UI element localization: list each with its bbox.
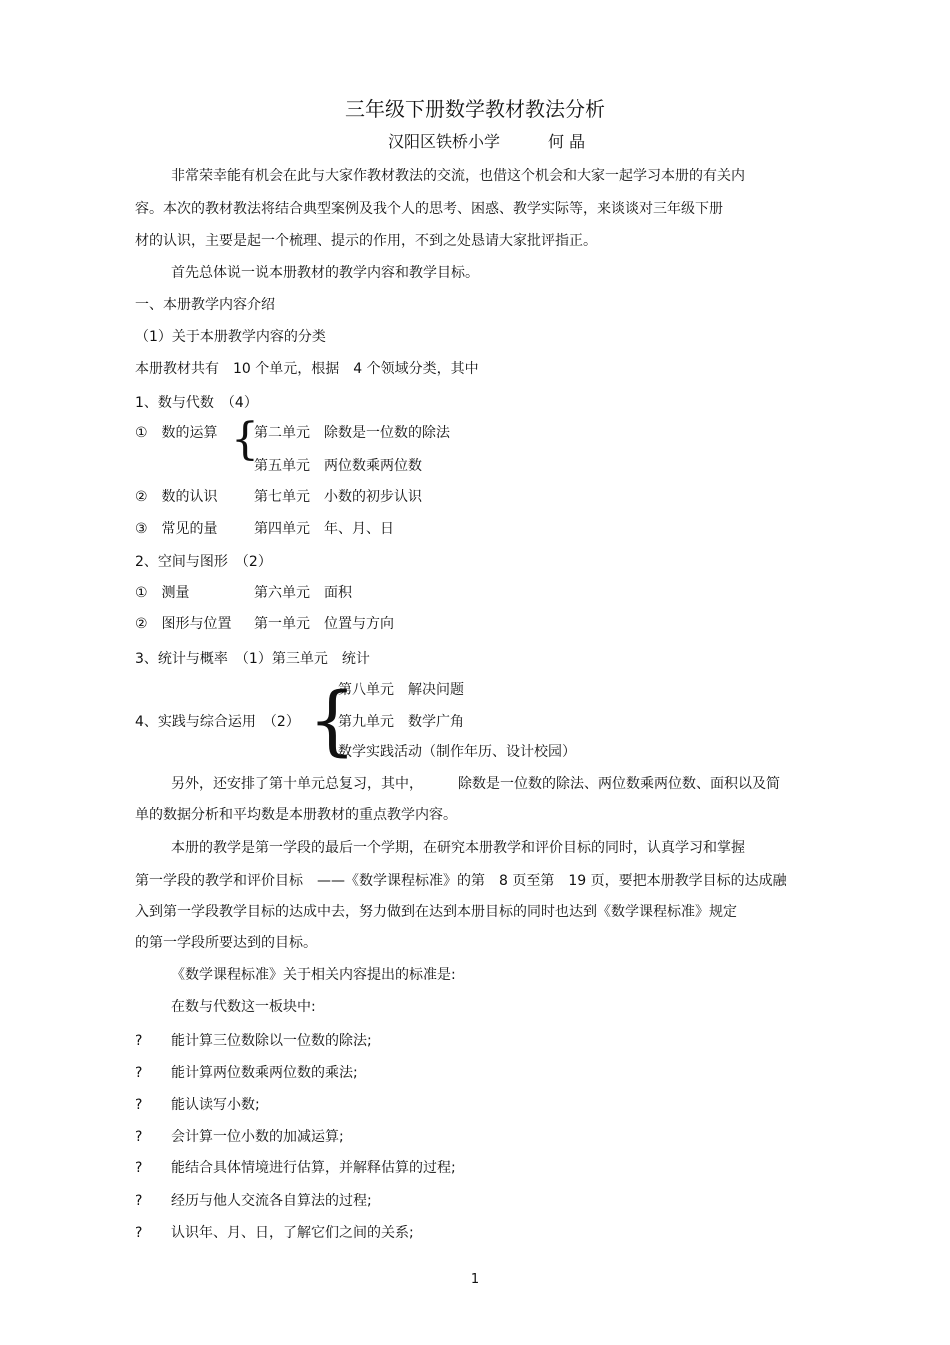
- category-label: ② 数的认识: [135, 489, 218, 505]
- author-name: 何 晶: [548, 132, 586, 151]
- unit-entry: 第二单元 除数是一位数的除法: [254, 425, 450, 441]
- intro-line: 非常荣幸能有机会在此与大家作教材教法的交流，也借这个机会和大家一起学习本册的有关内: [171, 168, 745, 184]
- paragraph-line: 的第一学段所要达到的目标。: [135, 935, 317, 951]
- unit-entry: 第八单元 解决问题: [338, 682, 464, 698]
- document-title: 三年级下册数学教材教法分析: [345, 97, 605, 121]
- subsection-heading: （1）关于本册教学内容的分类: [135, 329, 326, 345]
- unit-entry: 第七单元 小数的初步认识: [254, 489, 422, 505]
- brace-icon: {: [231, 414, 259, 465]
- list-item: 能结合具体情境进行估算，并解释估算的过程;: [171, 1160, 456, 1176]
- list-item: 认识年、月、日，了解它们之间的关系;: [171, 1225, 414, 1241]
- paragraph-line: 《数学课程标准》关于相关内容提出的标准是:: [171, 967, 456, 983]
- domain-heading: 4、实践与综合运用 （2）: [135, 714, 300, 730]
- bullet-marker-icon: ?: [135, 1129, 143, 1145]
- list-item: 会计算一位小数的加减运算;: [171, 1129, 344, 1145]
- bullet-marker-icon: ?: [135, 1033, 143, 1049]
- list-item: 经历与他人交流各自算法的过程;: [171, 1193, 372, 1209]
- brace-icon: {: [308, 675, 357, 764]
- category-label: ② 图形与位置: [135, 616, 232, 632]
- unit-entry: 第四单元 年、月、日: [254, 521, 394, 537]
- bullet-marker-icon: ?: [135, 1225, 143, 1241]
- unit-entry: 第五单元 两位数乘两位数: [254, 458, 422, 474]
- paragraph-line: 本册的教学是第一学段的最后一个学期，在研究本册教学和评价目标的同时，认真学习和掌握: [171, 840, 745, 856]
- paragraph-line: 入到第一学段教学目标的达成中去，努力做到在达到本册目标的同时也达到《数学课程标准》规定: [135, 904, 737, 920]
- category-label: ③ 常见的量: [135, 521, 218, 537]
- section-heading: 一、本册教学内容介绍: [135, 297, 275, 313]
- unit-entry: 第九单元 数学广角: [338, 714, 464, 730]
- domain-heading: 3、统计与概率 （1）第三单元 统计: [135, 651, 370, 667]
- bullet-marker-icon: ?: [135, 1065, 143, 1081]
- intro-line: 材的认识，主要是起一个梳理、提示的作用，不到之处恳请大家批评指正。: [135, 233, 597, 249]
- list-item: 能计算三位数除以一位数的除法;: [171, 1033, 372, 1049]
- domain-heading: 1、数与代数 （4）: [135, 395, 258, 411]
- category-label: ① 数的运算: [135, 425, 218, 441]
- page-number: 1: [470, 1272, 480, 1287]
- author-line: [388, 132, 585, 152]
- list-item: 能认读写小数;: [171, 1097, 260, 1113]
- paragraph-line: 单的数据分析和平均数是本册教材的重点教学内容。: [135, 807, 457, 823]
- paragraph-line: 第一学段的教学和评价目标 ——《数学课程标准》的第 8 页至第 19 页，要把本册教学目标的达成融: [135, 873, 787, 889]
- category-label: ① 测量: [135, 585, 190, 601]
- unit-entry: 第六单元 面积: [254, 585, 352, 601]
- paragraph-line: 在数与代数这一板块中:: [171, 999, 316, 1015]
- list-item: 能计算两位数乘两位数的乘法;: [171, 1065, 358, 1081]
- paragraph-line: 另外，还安排了第十单元总复习，其中， 除数是一位数的除法、两位数乘两位数、面积以及简: [171, 776, 780, 792]
- overview-paragraph: 首先总体说一说本册教材的教学内容和教学目标。: [171, 265, 479, 281]
- bullet-marker-icon: ?: [135, 1160, 143, 1176]
- domain-heading: 2、空间与图形 （2）: [135, 554, 272, 570]
- unit-entry: 第一单元 位置与方向: [254, 616, 394, 632]
- author-school: 汉阳区铁桥小学: [388, 132, 501, 151]
- intro-line: 容。本次的教材教法将结合典型案例及我个人的思考、困惑、教学实际等，来谈谈对三年级下册: [135, 201, 723, 217]
- unit-entry: 数学实践活动（制作年历、设计校园）: [338, 744, 576, 760]
- summary-line: 本册教材共有 10 个单元，根据 4 个领域分类，其中: [135, 361, 479, 377]
- bullet-marker-icon: ?: [135, 1193, 143, 1209]
- bullet-marker-icon: ?: [135, 1097, 143, 1113]
